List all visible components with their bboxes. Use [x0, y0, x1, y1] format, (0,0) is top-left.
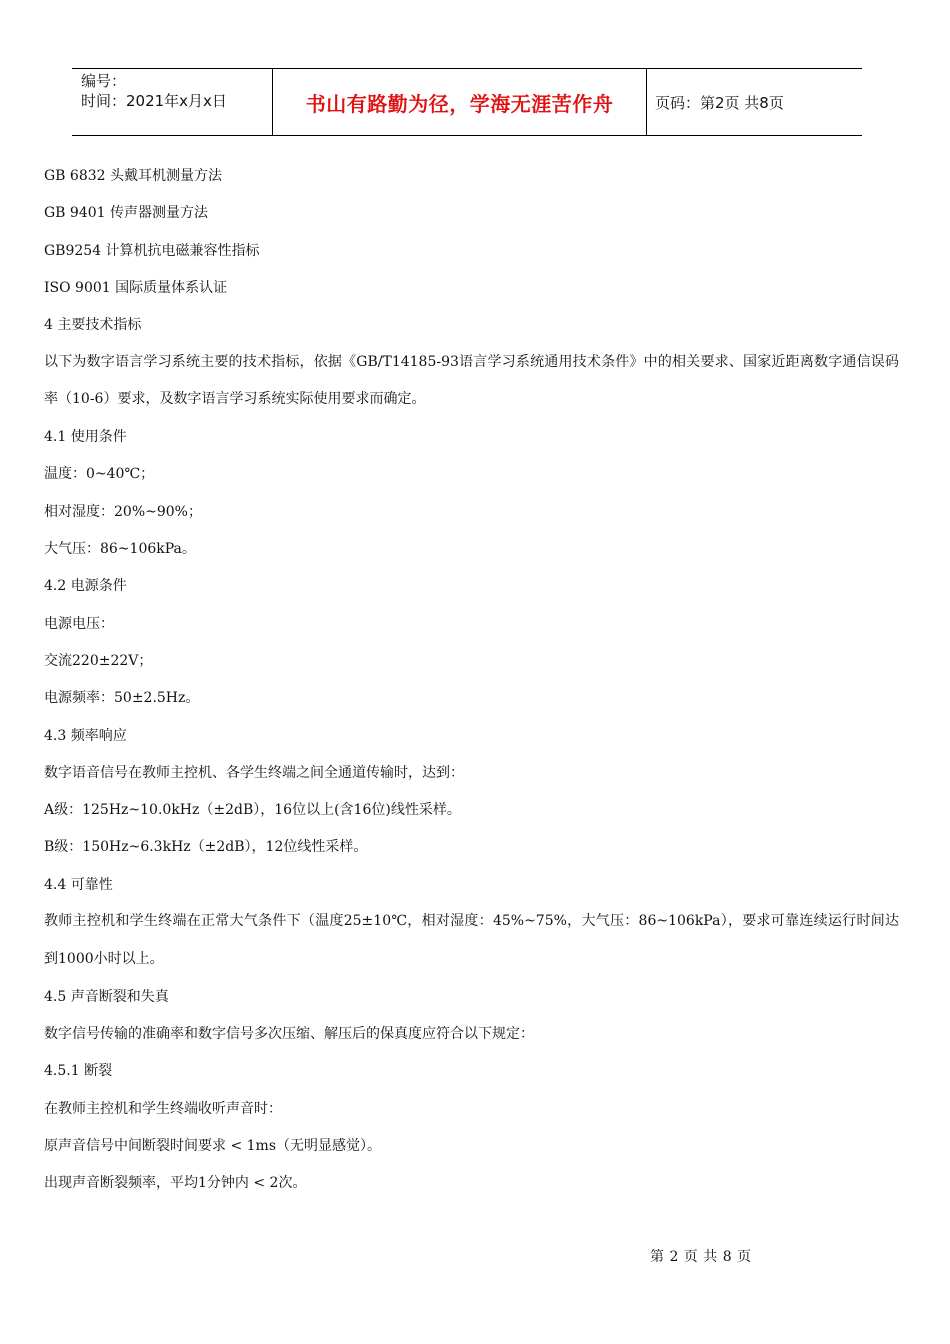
- text-line: GB 6832 头戴耳机测量方法: [44, 168, 223, 184]
- text-line: 在教师主控机和学生终端收听声音时：: [44, 1100, 282, 1117]
- page-header: [72, 68, 862, 136]
- text-line: B级：150Hz~6.3kHz（±2dB），12位线性采样。: [44, 839, 368, 856]
- text-line: 出现声音断裂频率，平均1分钟内 < 2次。: [44, 1175, 307, 1192]
- document-number-label: 编号：: [81, 72, 127, 90]
- text-line: 电源频率：50±2.5Hz。: [44, 690, 200, 707]
- section-heading: 4.2 电源条件: [44, 578, 127, 595]
- section-heading: 4.1 使用条件: [44, 429, 127, 446]
- text-line: 原声音信号中间断裂时间要求 < 1ms（无明显感觉）。: [44, 1137, 381, 1154]
- header-page-number: 页码：第2页 共8页: [655, 93, 784, 112]
- document-time-label: 时间：2021年x月x日: [81, 92, 227, 110]
- text-line: 温度：0~40℃；: [44, 466, 155, 483]
- section-heading: 4 主要技术指标: [44, 317, 142, 334]
- text-line: GB9254 计算机抗电磁兼容性指标: [44, 242, 260, 259]
- header-meta: [72, 69, 273, 135]
- reliability-paragraph: 教师主控机和学生终端在正常大气条件下（温度25±10℃，相对湿度：45%~75%，大气压：86~106kPa），要求可靠连续运行时间达到1000小时以上。: [44, 913, 899, 967]
- header-motto: 书山有路勤为径，学海无涯苦作舟: [273, 69, 647, 135]
- section-heading: 4.3 频率响应: [44, 727, 127, 744]
- section-heading: 4.4 可靠性: [44, 876, 113, 893]
- text-line: 数字信号传输的准确率和数字信号多次压缩、解压后的保真度应符合以下规定：: [44, 1026, 534, 1043]
- section-heading: 4.5 声音断裂和失真: [44, 988, 169, 1005]
- text-line: 相对湿度：20%~90%；: [44, 503, 202, 520]
- text-line: GB 9401 传声器测量方法: [44, 205, 209, 222]
- text-line: A级：125Hz~10.0kHz（±2dB），16位以上(含16位)线性采样。: [44, 802, 461, 819]
- text-line: 电源电压：: [44, 615, 114, 632]
- page-footer: 第 2 页 共 8 页: [650, 1249, 752, 1265]
- text-line: ISO 9001 国际质量体系认证: [44, 279, 228, 296]
- text-line: 交流220±22V；: [44, 652, 153, 669]
- section-heading: 4.5.1 断裂: [44, 1063, 113, 1080]
- text-line: 数字语音信号在教师主控机、各学生终端之间全通道传输时，达到：: [44, 764, 464, 781]
- text-line: 大气压：86~106kPa。: [44, 541, 196, 558]
- document-body: [44, 166, 899, 1211]
- intro-paragraph: 以下为数字语言学习系统主要的技术指标，依据《GB/T14185-93语言学习系统通用技术条件》中的相关要求、国家近距离数字通信误码率（10-6）要求，及数字语言学习系统实际使用要求而确定。: [44, 353, 899, 408]
